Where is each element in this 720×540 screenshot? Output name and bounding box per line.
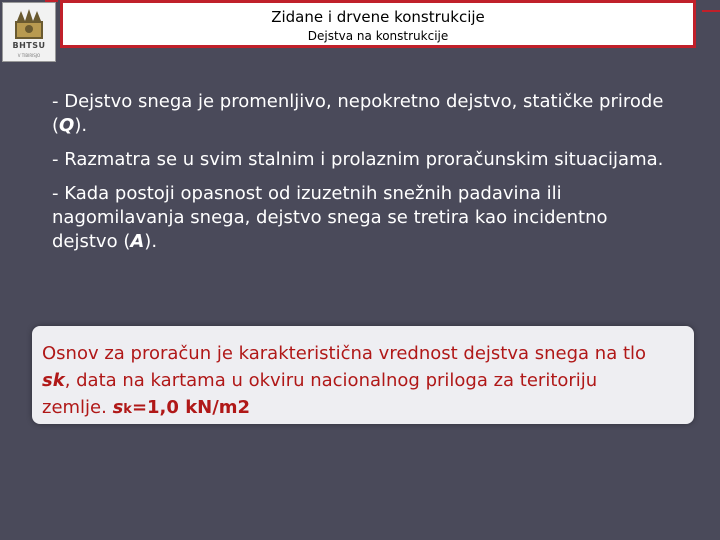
highlight-line: zemlje. sk=1,0 kN/m2 <box>42 397 251 418</box>
snow-load-value: =1,0 kN/m2 <box>131 397 251 418</box>
highlight-text <box>42 340 690 423</box>
symbol-q: Q <box>59 115 75 136</box>
highlight-line: Osnov za proračun je karakteristična vrednost dejstva snega na tlo <box>42 343 647 364</box>
paragraph: - Razmatra se u svim stalnim i prolaznim proračunskim situacijama. <box>52 149 664 170</box>
logo-monogram: BHTSU <box>12 41 46 50</box>
symbol-sk: sk <box>42 370 65 391</box>
slide-header <box>60 0 696 48</box>
highlight-box <box>32 326 694 424</box>
paragraph: - Dejstvo snega je promenljivo, nepokretno dejstvo, statičke prirode (Q). <box>52 91 664 136</box>
logo-tagline: V TIBIRISJO <box>17 53 41 58</box>
paragraph: - Kada postoji opasnost od izuzetnih snežnih padavina ili nagomilavanja snega, dejstvo snega se tretira kao incidentno dejstvo (A). <box>52 183 608 252</box>
slide-subtitle: Dejstva na konstrukcije <box>307 29 449 43</box>
course-title: Zidane i drvene konstrukcije <box>271 8 485 26</box>
accent-line <box>702 10 720 12</box>
slide-content <box>52 90 672 264</box>
symbol-a: A <box>130 231 145 252</box>
crest-icon <box>11 7 47 43</box>
value-subscript: k <box>123 402 132 417</box>
value-symbol: s <box>112 397 124 418</box>
university-logo <box>2 2 56 62</box>
highlight-line: sk, data na kartama u okviru nacionalnog priloga za teritoriju <box>42 370 598 391</box>
